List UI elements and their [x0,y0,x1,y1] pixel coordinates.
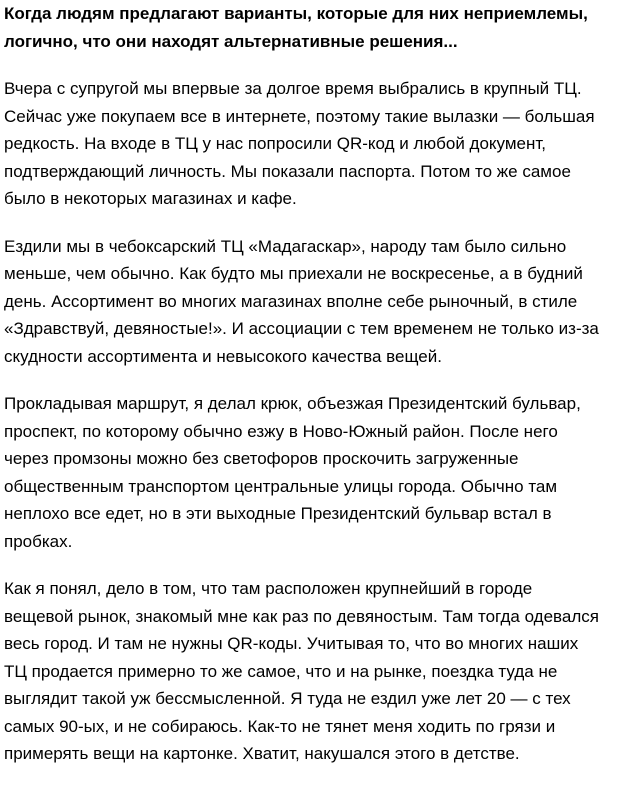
text-line: весь город. И там не нужны QR-коды. Учитывая то, что во многих наших [4,634,579,653]
paragraph [4,233,638,371]
text-line: скудности ассортимента и невысокого качества вещей. [4,346,442,366]
text-line: ТЦ продается примерно то же самое, что и на рынке, поездка туда не [4,661,558,681]
text-line: меньше, чем обычно. Как будто мы приехали не воскресенье, а в будний [4,264,583,283]
text-line: выглядит такой уж бессмысленной. Я туда не ездил уже лет 20 — с тех [4,689,571,708]
text-line: подтверждающий личность. Мы показали паспорта. Потом то же самое [4,161,571,181]
text-line: логично, что они находят альтернативные решения... [4,31,458,51]
text-line: проспект, по которому обычно езжу в Ново-Южный район. После него [4,421,558,441]
text-line: самых 90-ых, и не собираюсь. Как-то не тянет меня ходить по грязи и [4,716,556,736]
paragraph [4,75,638,213]
text-line: «Здравствуй, девяностые!». И ассоциации с тем временем не только из-за [4,319,599,338]
text-line: Вчера с супругой мы впервые за долгое время выбрались в крупный ТЦ. [4,79,582,98]
lead-paragraph [4,0,638,55]
text-line: было в некоторых магазинах и кафе. [4,189,297,208]
text-line: Сейчас уже покупаем все в интернете, поэтому такие вылазки — большая [4,106,595,126]
text-line: неплохо все едет, но в эти выходные Президентский бульвар встал в [4,504,552,523]
text-line: Ездили мы в чебоксарский ТЦ «Мадагаскар», народу там было сильно [4,236,567,256]
text-line: редкость. На входе в ТЦ у нас попросили QR-код и любой документ, [4,134,547,153]
text-line: Прокладывая маршрут, я делал крюк, объезжая Президентский бульвар, [4,394,581,413]
text-line: Когда людям предлагают варианты, которые для них неприемлемы, [4,4,588,23]
text-line: пробках. [4,531,73,551]
text-line: примерять вещи на картонке. Хватит, накушался этого в детстве. [4,744,520,763]
paragraph [4,390,638,555]
text-line: Как я понял, дело в том, что там расположен крупнейший в городе [4,579,533,598]
text-line: вещевой рынок, знакомый мне как раз по девяностым. Там тогда одевался [4,606,599,626]
text-line: через промзоны можно без светофоров проскочить загруженные [4,449,519,468]
text-line: день. Ассортимент во многих магазинах вполне себе рыночный, в стиле [4,291,578,311]
text-line: общественным транспортом центральные улицы города. Обычно там [4,476,558,496]
paragraph [4,575,638,768]
